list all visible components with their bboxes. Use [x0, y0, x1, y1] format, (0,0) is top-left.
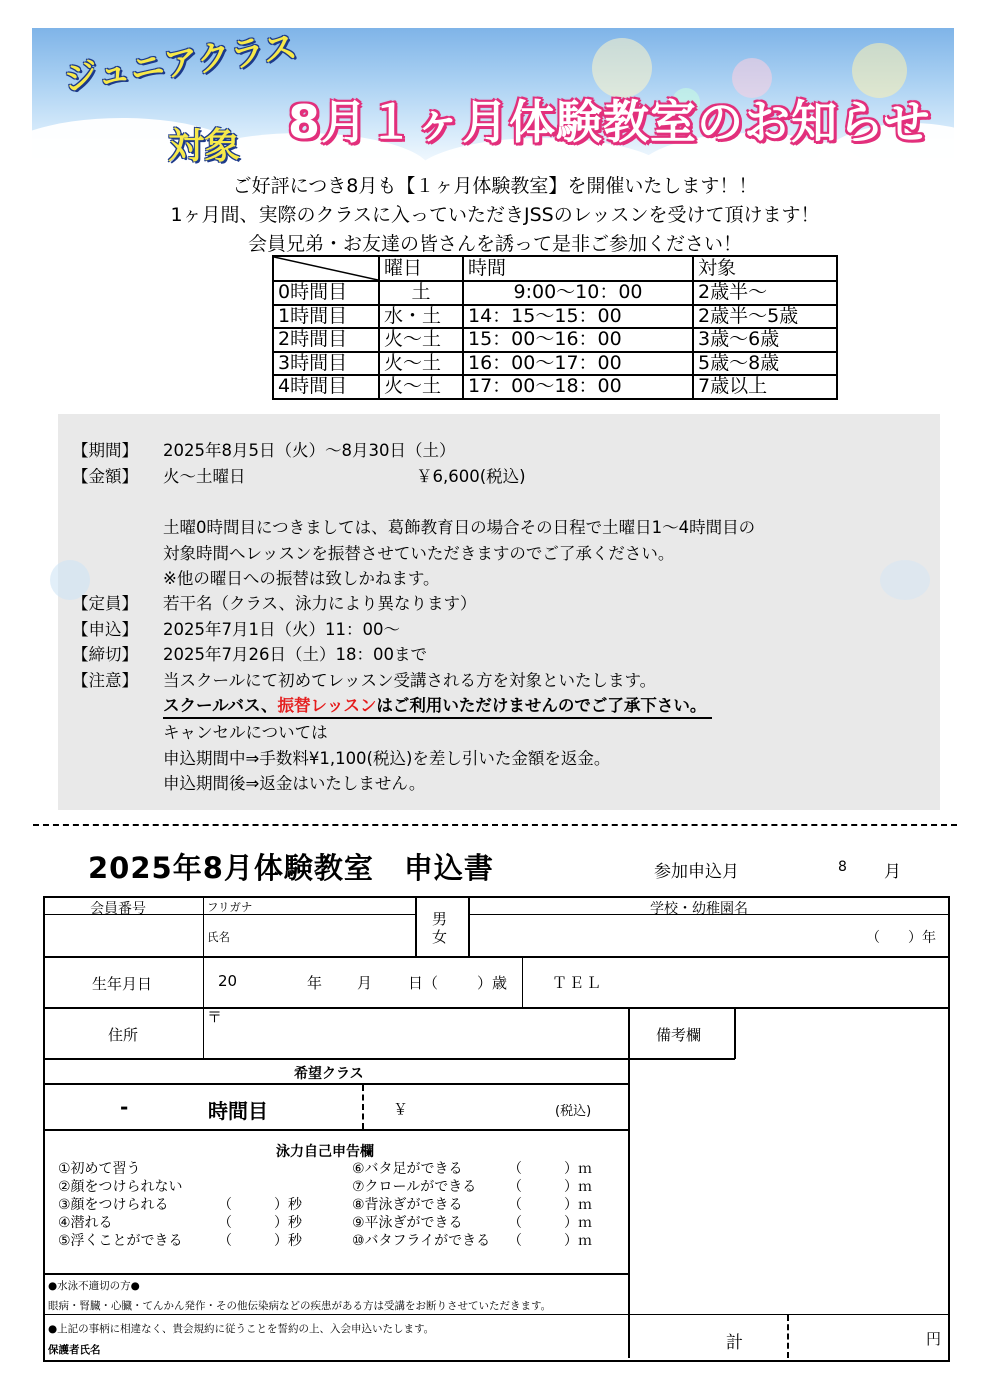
yen-unit: 円: [926, 1330, 942, 1348]
column-header: 対象: [693, 256, 837, 281]
month-value: 8: [838, 859, 847, 875]
fee-days: 火～土曜日: [163, 467, 246, 486]
name-label: 氏名: [207, 930, 230, 944]
target-badge: 対象: [168, 126, 241, 167]
swim-meters: （ ）ｍ: [508, 1179, 592, 1195]
target-cell: 3歳～6歳: [693, 328, 837, 352]
month-label: 参加申込月: [654, 862, 739, 882]
form-rule: [43, 1058, 629, 1060]
period-value: 2025年8月5日（火）～8月30日（土）: [163, 441, 456, 460]
period-cell: 1時間目: [273, 305, 379, 329]
tel-label: ＴＥＬ: [552, 974, 604, 992]
swim-item: ⑩バタフライができる: [352, 1233, 491, 1249]
days-cell: 火～土: [379, 352, 463, 376]
form-rule: [43, 1273, 629, 1275]
apply-label: 【申込】: [72, 620, 138, 639]
deadline-value: 2025年7月26日（土）18：00まで: [163, 645, 427, 664]
form-rule: [43, 1314, 948, 1315]
swim-item: ⑧背泳ぎができる: [352, 1197, 463, 1213]
bus-notice-highlight: 振替レッスン: [277, 696, 377, 715]
table-row: [273, 328, 837, 352]
cancel-line: キャンセルについては: [163, 723, 328, 742]
note-line: 対象時間へレッスンを振替させていただきますのでご了承ください。: [163, 544, 675, 563]
form-rule: [522, 956, 523, 1007]
table-row: [273, 305, 837, 329]
swim-seconds: （ ）秒: [218, 1197, 302, 1213]
target-cell: 2歳半～: [693, 281, 837, 305]
bus-notice-part: スクールバス、: [163, 696, 278, 715]
period-cell: 2時間目: [273, 328, 379, 352]
class-dash: -: [120, 1095, 129, 1119]
column-header: 時間: [463, 256, 693, 281]
caution-value: 当スクールにて初めてレッスン受講される方を対象といたします。: [163, 671, 657, 690]
bus-notice-part: はご利用いただけませんのでご了承下さい。: [376, 696, 707, 715]
guardian-label: 保護者氏名: [48, 1344, 101, 1356]
school-label: 学校・幼稚園名: [650, 901, 748, 917]
form-rule: [203, 896, 204, 1058]
swim-item: ①初めて習う: [58, 1161, 141, 1177]
note-line: 土曜0時間目につきましては、葛飾教育日の場合その日程で土曜日1～4時間目の: [163, 518, 756, 537]
form-rule: [415, 896, 417, 956]
swim-meters: （ ）ｍ: [508, 1197, 592, 1213]
schedule-table: [272, 255, 838, 400]
swim-item: ⑤浮くことができる: [58, 1233, 183, 1249]
intro-line: 会員兄弟・お友達の皆さんを誘って是非ご参加ください！: [247, 233, 742, 255]
bus-notice: [163, 695, 712, 719]
form-rule: [787, 1315, 789, 1358]
swim-item: ⑥バタ足ができる: [352, 1161, 463, 1177]
time-cell: 16：00～17：00: [463, 352, 693, 376]
apply-value: 2025年7月1日（火）11：00～: [163, 620, 400, 639]
cancel-line: 申込期間中⇒手数料¥1,100(税込)を差し引いた金額を返金。: [163, 749, 611, 768]
unsuitable-title: ●水泳不適切の方●: [48, 1280, 140, 1292]
target-cell: 7歳以上: [693, 375, 837, 399]
junior-class-badge: ジュニアクラス: [61, 27, 300, 100]
birthday-century: 20: [218, 972, 238, 990]
form-rule: [468, 896, 470, 956]
capacity-value: 若干名（クラス、泳力により異なります）: [163, 594, 477, 613]
swim-seconds: （ ）秒: [218, 1215, 302, 1231]
cut-line: [33, 824, 957, 826]
column-header: 曜日: [379, 256, 463, 281]
caution-label: 【注意】: [72, 671, 138, 690]
form-rule: [43, 956, 948, 958]
period-unit: 時間目: [208, 1099, 268, 1123]
target-cell: 2歳半～5歳: [693, 305, 837, 329]
table-header-row: [273, 256, 837, 281]
swim-meters: （ ）ｍ: [508, 1233, 592, 1249]
note-line: ※他の曜日への振替は致しかねます。: [163, 569, 440, 588]
yen-mark: ￥: [393, 1100, 409, 1118]
total-label: 計: [726, 1333, 743, 1353]
period-cell: 3時間目: [273, 352, 379, 376]
tax-note: (税込): [555, 1104, 592, 1119]
gender-male[interactable]: 男: [432, 910, 448, 928]
swim-meters: （ ）ｍ: [508, 1215, 592, 1231]
pledge-text: ●上記の事柄に相違なく、貴会規約に従うことを誓約の上、入会申込いたします。: [48, 1323, 435, 1335]
form-rule: [362, 1085, 364, 1129]
swim-item: ④潜れる: [58, 1215, 113, 1231]
capacity-label: 【定員】: [72, 594, 138, 613]
form-title: 2025年8月体験教室 申込書: [88, 851, 494, 885]
grade-field: （ ）年: [866, 930, 936, 946]
time-cell: 15：00～16：00: [463, 328, 693, 352]
form-rule: [43, 1083, 629, 1085]
swim-report-title: 泳力自己申告欄: [276, 1144, 374, 1160]
desired-class-label: 希望クラス: [294, 1066, 364, 1082]
time-cell: 17：00～18：00: [463, 375, 693, 399]
time-cell: 9:00～10：00: [463, 281, 693, 305]
fee-value: ￥6,600(税込): [416, 467, 526, 486]
month-unit: 月: [884, 862, 901, 882]
swim-item: ⑨平泳ぎができる: [352, 1215, 463, 1231]
intro-line: 1ヶ月間、実際のクラスに入っていただきJSSのレッスンを受けて頂けます！: [170, 204, 820, 226]
days-cell: 水・土: [379, 305, 463, 329]
days-cell: 火～土: [379, 328, 463, 352]
birthday-year-unit: 年: [307, 974, 323, 992]
form-rule: [734, 1007, 736, 1059]
period-label: 【期間】: [72, 441, 138, 460]
period-cell: 0時間目: [273, 281, 379, 305]
cancel-line: 申込期間後⇒返金はいたしません。: [163, 774, 426, 793]
gender-female[interactable]: 女: [432, 928, 448, 946]
swim-item: ③顔をつけられる: [58, 1197, 169, 1213]
days-cell: 火～土: [379, 375, 463, 399]
form-rule: [43, 1007, 948, 1009]
diagonal-line: [274, 257, 378, 280]
remarks-label: 備考欄: [656, 1026, 702, 1044]
period-cell: 4時間目: [273, 375, 379, 399]
diagonal-cell: [273, 256, 379, 281]
birthday-day-unit: 日（: [408, 974, 439, 992]
swim-meters: （ ）ｍ: [508, 1161, 592, 1177]
birthday-label: 生年月日: [92, 975, 153, 993]
target-cell: 5歳～8歳: [693, 352, 837, 376]
page-title: 8月１ヶ月体験教室のお知らせ: [288, 95, 931, 149]
birthday-month-unit: 月: [357, 974, 373, 992]
swim-seconds: （ ）秒: [218, 1233, 302, 1249]
unsuitable-text: 眼病・腎臓・心臓・てんかん発作・その他伝染病などの疾患がある方は受講をお断りさせていただきます。: [48, 1300, 552, 1312]
swim-item: ⑦クロールができる: [352, 1179, 477, 1195]
furigana-label: フリガナ: [207, 900, 253, 914]
form-rule: [628, 1058, 735, 1060]
table-row: [273, 352, 837, 376]
intro-line: ご好評につき8月も【１ヶ月体験教室】を開催いたします！！: [232, 175, 758, 197]
days-cell: 土: [379, 281, 463, 305]
swim-item: ②顔をつけられない: [58, 1179, 183, 1195]
deadline-label: 【締切】: [72, 645, 138, 664]
postal-mark: 〒: [207, 1008, 223, 1026]
form-rule: [628, 1007, 630, 1358]
table-row: [273, 375, 837, 399]
bokeh-decoration: [880, 560, 930, 600]
form-rule: [43, 1129, 629, 1131]
address-label: 住所: [108, 1026, 139, 1044]
time-cell: 14：15～15：00: [463, 305, 693, 329]
table-row: [273, 281, 837, 305]
fee-label: 【金額】: [72, 467, 138, 486]
age-unit: ）歳: [477, 974, 508, 992]
member-number-label: 会員番号: [90, 901, 146, 917]
